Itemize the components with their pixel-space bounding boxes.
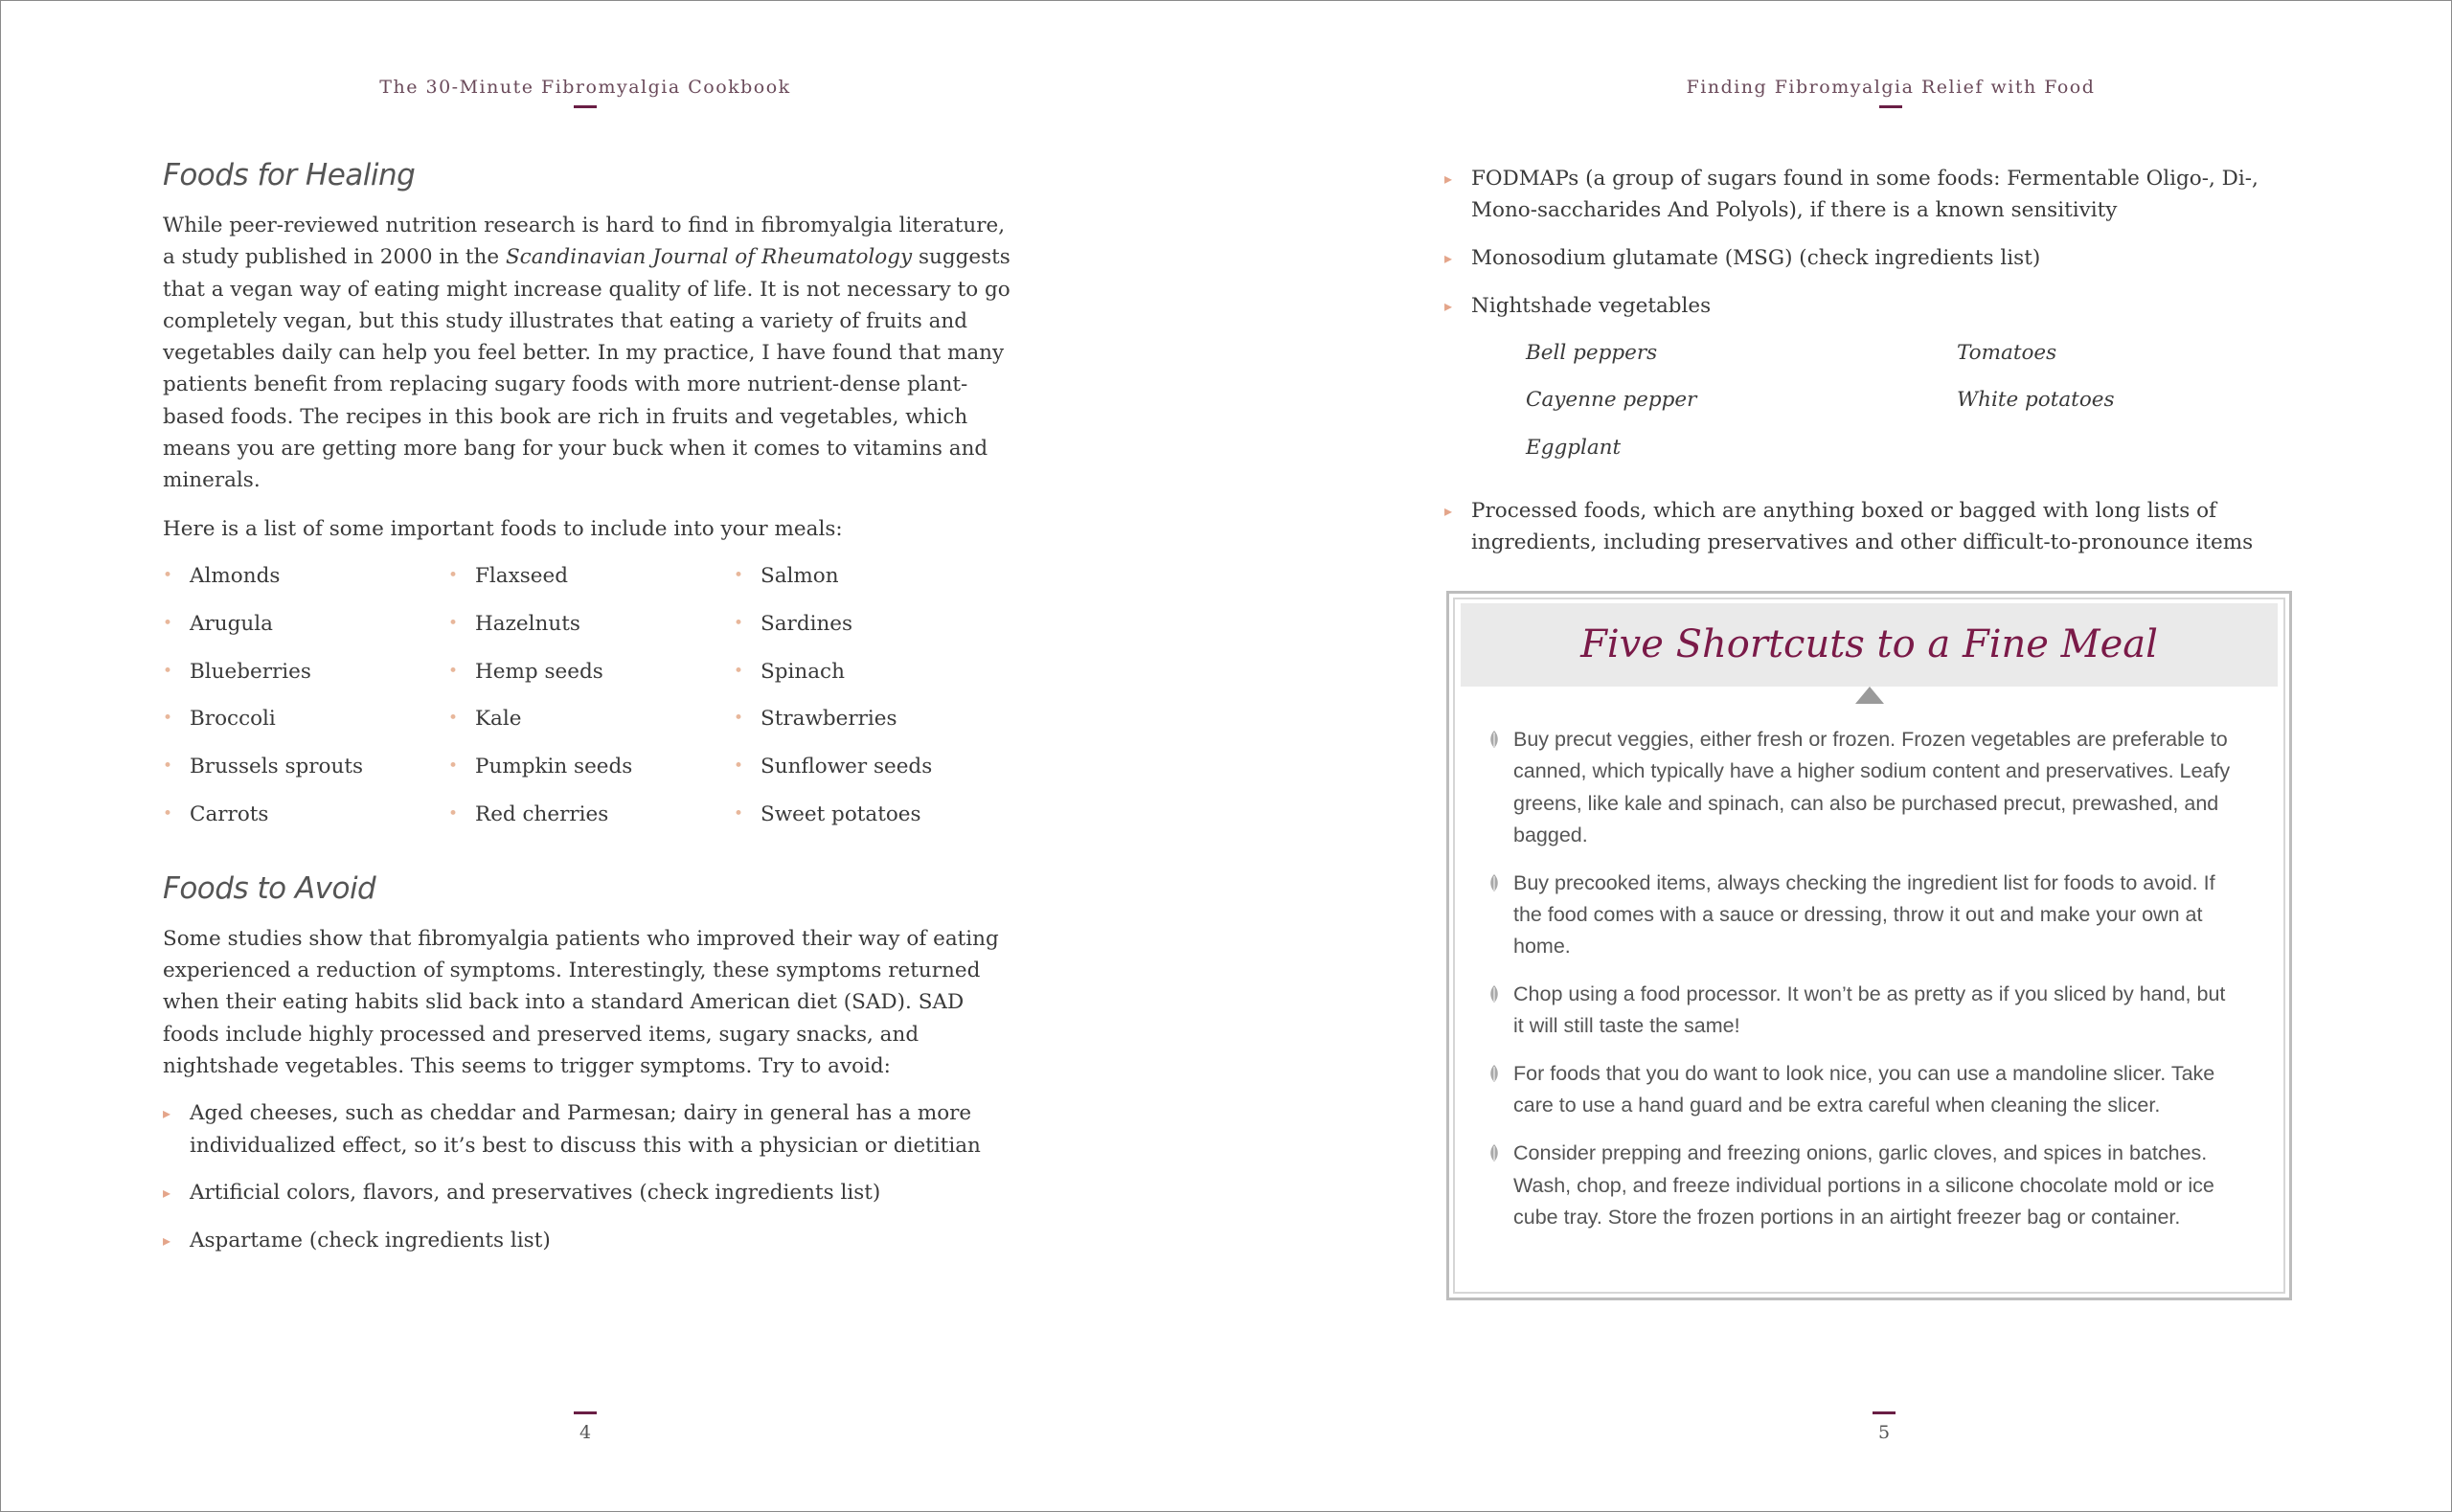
list-item: • Arugula bbox=[163, 608, 448, 656]
shortcut-text: Buy precut veggies, either fresh or frozen. Frozen vegetables are preferable to canned, which typically have a higher sodium content and preservatives. Leafy greens, like kale and spinach, can also be purchased precut, prewashed, and bagged. bbox=[1513, 728, 2231, 846]
list-item: • Pumpkin seeds bbox=[448, 751, 734, 799]
leaf-bullet-icon bbox=[1487, 984, 1501, 1004]
healing-foods-list bbox=[163, 560, 1015, 846]
list-item: • Hemp seeds bbox=[448, 656, 734, 704]
list-item bbox=[1487, 724, 2235, 851]
healing-paragraph bbox=[163, 210, 1015, 497]
leaf-bullet-icon bbox=[1487, 1064, 1501, 1083]
running-head-text: Finding Fibromyalgia Relief with Food bbox=[1686, 77, 2096, 98]
list-item: • Strawberries bbox=[734, 703, 1019, 751]
avoid-paragraph: Some studies show that fibromyalgia patients who improved their way of eating experienced a reduction of symptoms. Interestingly, these symptoms returned when their eating habits slid back into a standard American diet (SAD). SAD foods include highly processed and preserved items, sugary snacks, and nightshade vegetables. This seems to trigger symptoms. Try to avoid: bbox=[163, 926, 999, 1078]
list-item: • Kale bbox=[448, 703, 734, 751]
shortcuts-list bbox=[1487, 724, 2235, 1250]
list-item: ▸ FODMAPs (a group of sugars found in some foods: Fermentable Oligo-, Di-, Mono-saccharides And Polyols), if there is a known sensitivity bbox=[1444, 163, 2268, 227]
page-number-right bbox=[1865, 1411, 1903, 1443]
page-number-text: 5 bbox=[1877, 1422, 1891, 1443]
triangle-pointer-icon bbox=[1855, 687, 1884, 704]
heading-foods-for-healing: Foods for Healing bbox=[163, 158, 416, 192]
leaf-bullet-icon bbox=[1487, 873, 1501, 892]
list-item: • Sunflower seeds bbox=[734, 751, 1019, 799]
left-content bbox=[163, 158, 1015, 1273]
list-item: • Spinach bbox=[734, 656, 1019, 704]
shortcut-text: Buy precooked items, always checking the ingredient list for foods to avoid. If the food comes with a sauce or dressing, throw it out and make your own at home. bbox=[1513, 870, 2215, 959]
list-item bbox=[1487, 868, 2235, 963]
list-item: ▸ Nightshade vegetables bbox=[1444, 290, 2268, 322]
list-item bbox=[1487, 1058, 2235, 1122]
list-item: ▸ Aspartame (check ingredients list) bbox=[163, 1225, 1015, 1256]
heading-foods-to-avoid: Foods to Avoid bbox=[163, 870, 376, 906]
shortcut-text: Chop using a food processor. It won’t be as pretty as if you sliced by hand, but it will still taste the same! bbox=[1513, 982, 2226, 1038]
page-number-rule bbox=[574, 1411, 597, 1414]
leaf-bullet-icon bbox=[1487, 730, 1501, 749]
list-item: White potatoes bbox=[1957, 388, 2115, 413]
list-item: • Carrots bbox=[163, 799, 448, 846]
list-item: • Flaxseed bbox=[448, 560, 734, 608]
running-head-rule bbox=[574, 105, 597, 108]
running-head-text: The 30-Minute Fibromyalgia Cookbook bbox=[379, 77, 791, 98]
list-item: Tomatoes bbox=[1957, 340, 2057, 365]
list-item: • Brussels sprouts bbox=[163, 751, 448, 799]
list-item bbox=[1487, 1138, 2235, 1233]
shortcuts-sidebar bbox=[1446, 591, 2292, 1300]
right-content bbox=[1444, 163, 2268, 575]
sidebar-title: Five Shortcuts to a Fine Meal bbox=[1580, 622, 2158, 666]
list-item: • Red cherries bbox=[448, 799, 734, 846]
healing-text-1: While peer-reviewed nutrition research is hard to find in fibromyalgia literature, a study published in 2000 in the bbox=[163, 214, 1006, 270]
list-item: • Sweet potatoes bbox=[734, 799, 1019, 846]
avoid-list-continued bbox=[1444, 163, 2268, 322]
list-item: • Salmon bbox=[734, 560, 1019, 608]
list-item: • Blueberries bbox=[163, 656, 448, 704]
list-item: ▸ Processed foods, which are anything boxed or bagged with long lists of ingredients, including preservatives and other difficult-to-pronounce items bbox=[1444, 495, 2268, 559]
journal-title: Scandinavian Journal of Rheumatology bbox=[505, 245, 913, 270]
avoid-list-processed bbox=[1444, 495, 2268, 559]
list-item: ▸ Aged cheeses, such as cheddar and Parmesan; dairy in general has a more individualized effect, so it’s best to discuss this with a physician or dietitian bbox=[163, 1097, 1015, 1162]
avoid-list bbox=[163, 1097, 1015, 1256]
leaf-bullet-icon bbox=[1487, 1143, 1501, 1162]
running-head-rule bbox=[1879, 105, 1902, 108]
shortcut-text: For foods that you do want to look nice, you can use a mandoline slicer. Take care to use a hand guard and be extra careful when cleaning the slicer. bbox=[1513, 1062, 2215, 1117]
sidebar-header bbox=[1461, 603, 2278, 687]
list-item: ▸ Monosodium glutamate (MSG) (check ingredients list) bbox=[1444, 242, 2268, 274]
list-item bbox=[1487, 979, 2235, 1043]
list-intro: Here is a list of some important foods to include into your meals: bbox=[163, 516, 843, 541]
running-head-left bbox=[0, 77, 1170, 108]
shortcut-text: Consider prepping and freezing onions, garlic cloves, and spices in batches. Wash, chop, and freeze individual portions in a silicone chocolate mold or ice cube tray. Store the frozen portions in an airtight freezer bag or container. bbox=[1513, 1141, 2214, 1229]
list-item: ▸ Artificial colors, flavors, and preservatives (check ingredients list) bbox=[163, 1177, 1015, 1208]
list-item: • Hazelnuts bbox=[448, 608, 734, 656]
healing-text-2: suggests that a vegan way of eating might increase quality of life. It is not necessary to go completely vegan, but this study illustrates that eating a variety of fruits and vegetables daily can help you feel better. In my practice, I have found that many patients benefit from replacing sugary foods with more nutrient-dense plant-based foods. The recipes in this book are rich in fruits and vegetables, which means you are getting more bang for your buck when it comes to vitamins and minerals. bbox=[163, 245, 1010, 493]
list-item: • Almonds bbox=[163, 560, 448, 608]
nightshade-list bbox=[1526, 337, 2268, 480]
list-item: • Broccoli bbox=[163, 703, 448, 751]
list-item: • Sardines bbox=[734, 608, 1019, 656]
list-item: Eggplant bbox=[1526, 436, 1622, 461]
list-item: Cayenne pepper bbox=[1526, 388, 1697, 413]
page-number-rule bbox=[1873, 1411, 1896, 1414]
running-head-right bbox=[1226, 77, 2452, 108]
page-number-left bbox=[566, 1411, 604, 1443]
page-number-text: 4 bbox=[579, 1422, 592, 1443]
list-item: Bell peppers bbox=[1526, 340, 1658, 365]
